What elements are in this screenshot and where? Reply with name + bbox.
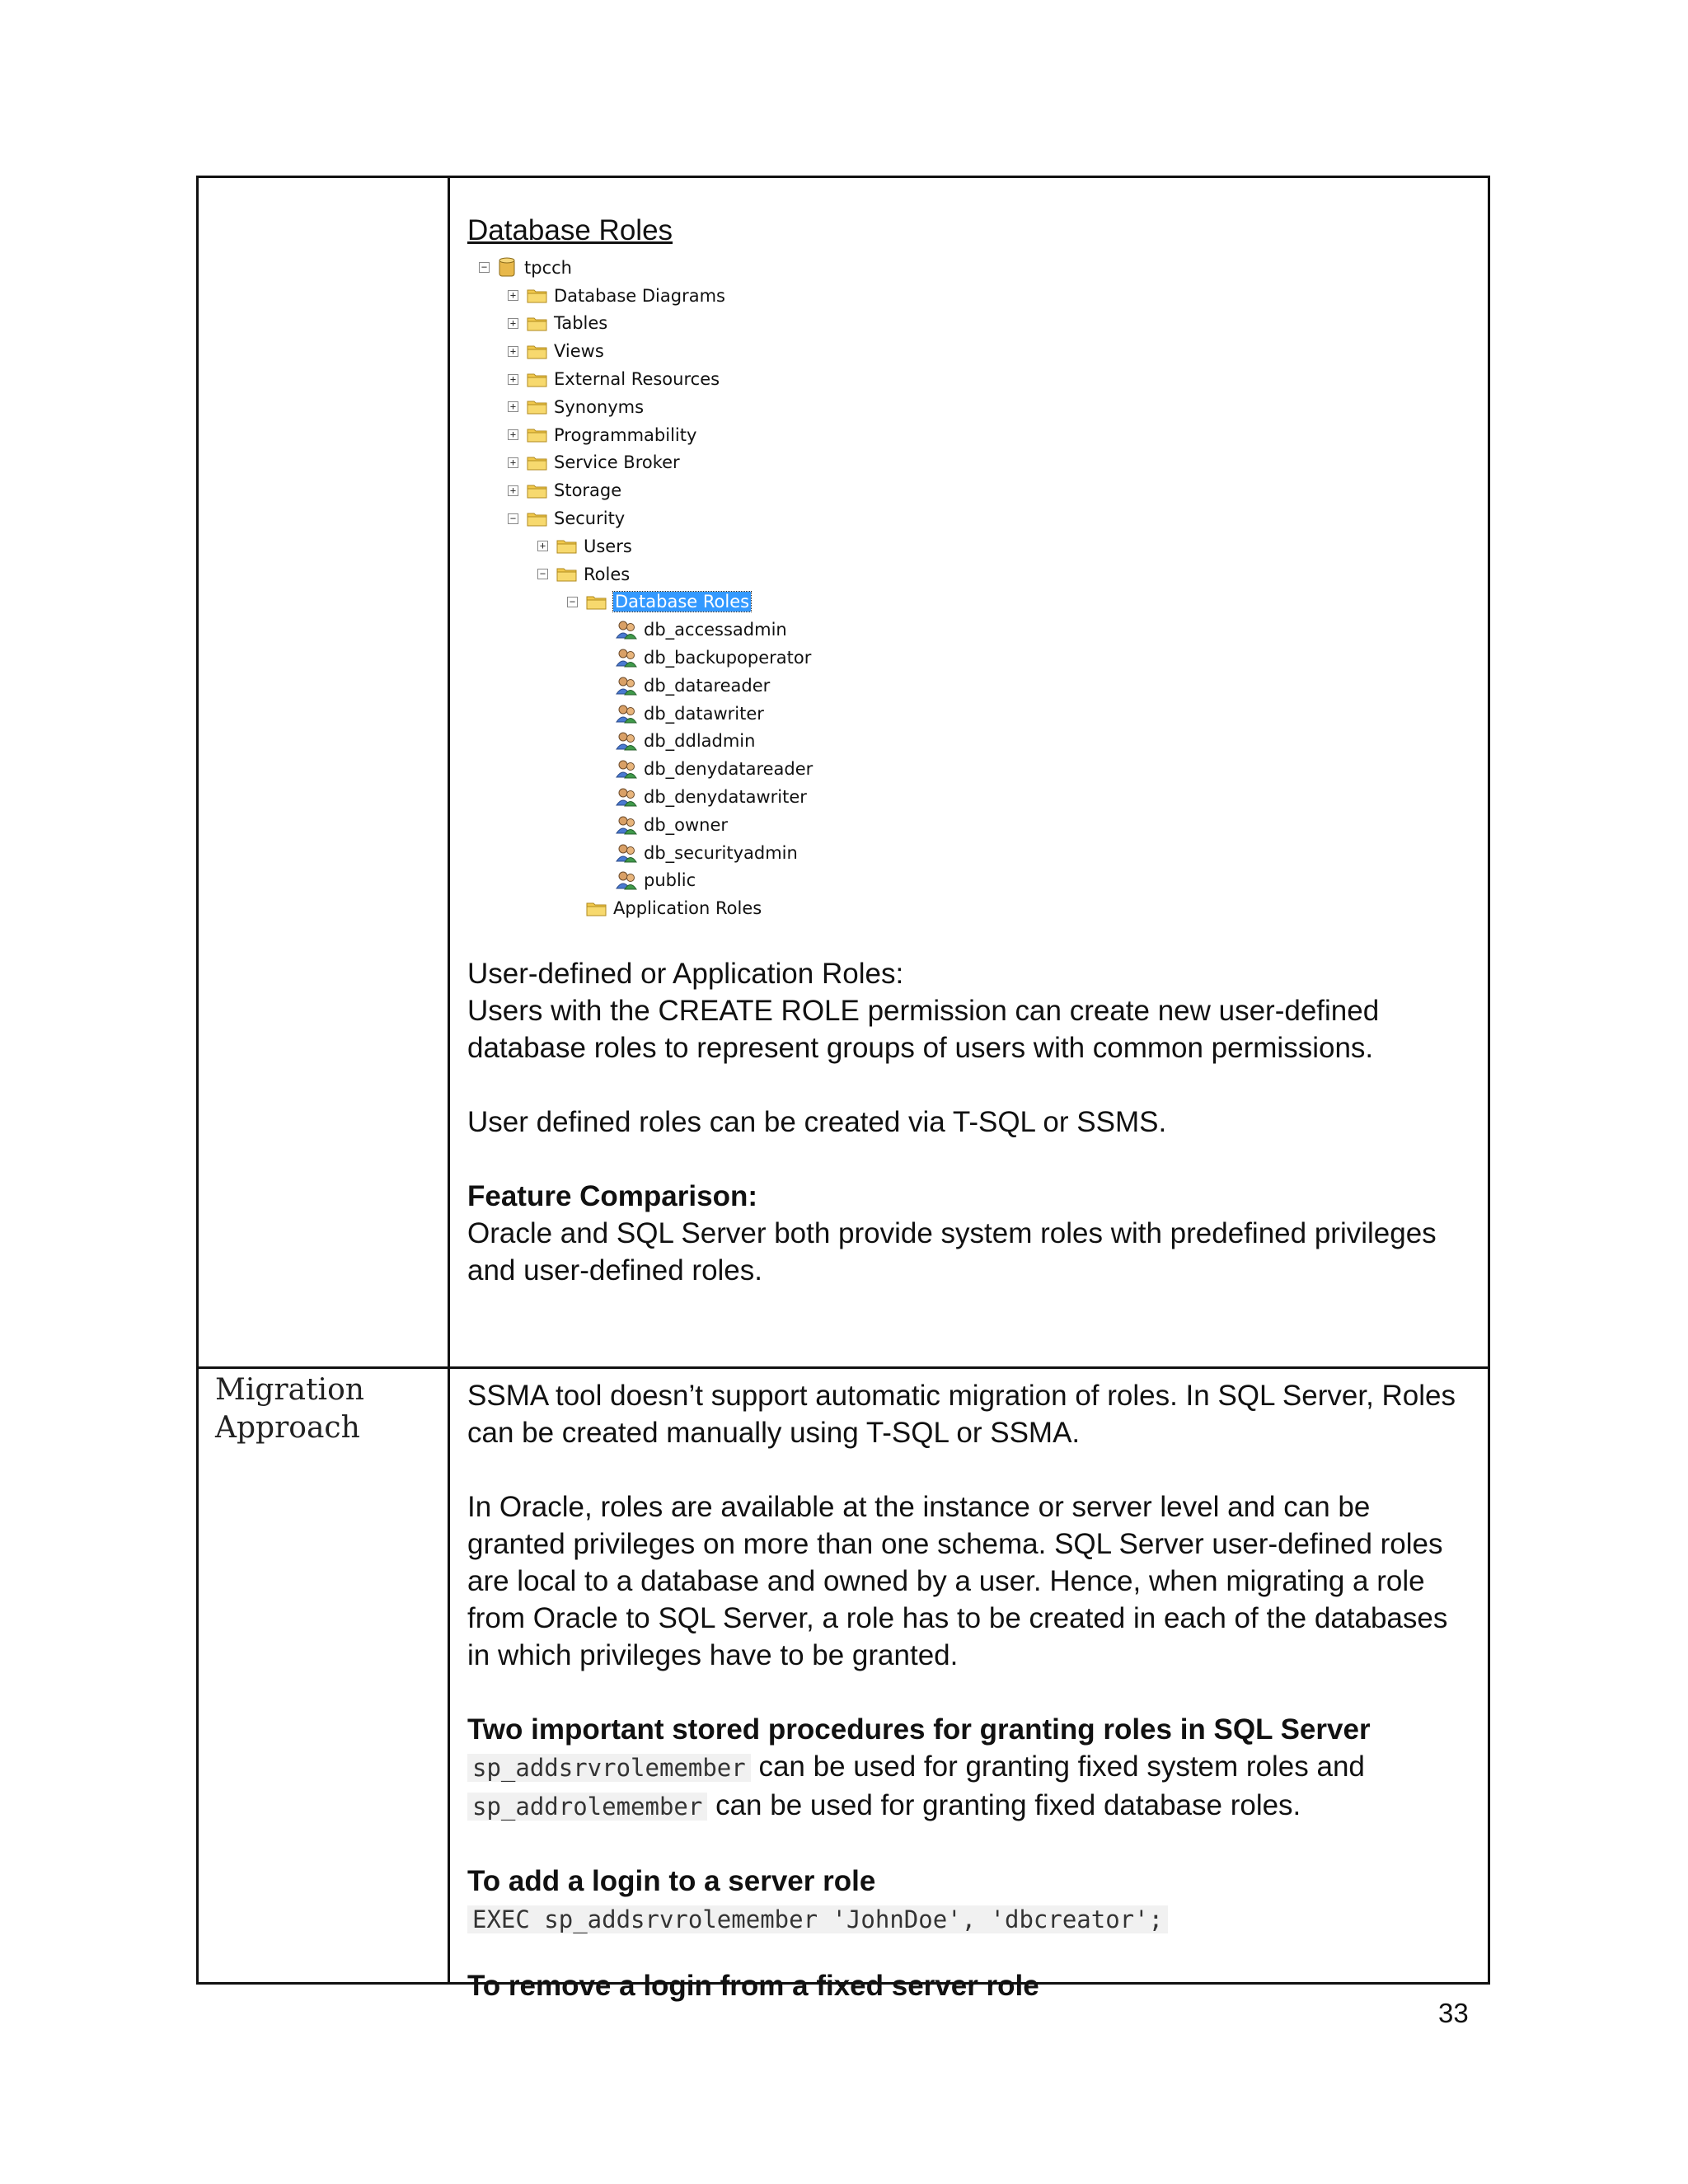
role-icon <box>616 731 637 751</box>
migration-para-1: SSMA tool doesn’t support automatic migration of roles. In SQL Server, Roles can be created manually using T-SQL or SSMA. <box>467 1380 1456 1449</box>
tree-node-roles[interactable] <box>467 560 1471 588</box>
object-explorer-tree[interactable] <box>467 254 1471 922</box>
folder-icon <box>527 511 547 527</box>
tree-node-label: db_securityadmin <box>644 842 798 863</box>
proc1-line <box>467 1748 1471 1787</box>
user-defined-tools: User defined roles can be created via T-SQL or SSMS. <box>467 1106 1167 1139</box>
tree-node-label: db_owner <box>644 814 729 835</box>
tree-node-role[interactable] <box>467 728 1471 756</box>
feature-comparison-title: Feature Comparison: <box>467 1180 757 1213</box>
user-defined-title: User-defined or Application Roles: <box>467 958 904 991</box>
folder-icon <box>527 372 547 387</box>
expand-icon[interactable]: + <box>508 290 518 301</box>
tree-node-label: db_accessadmin <box>644 620 787 640</box>
tree-node-label: External Resources <box>554 369 720 390</box>
folder-icon <box>527 316 547 331</box>
migration-para-2: In Oracle, roles are available at the instance or server level and can be granted privileges on more than one schema. SQL Server user-defined roles are local to a database and owned by a user. Hence, when migrating a role from Oracle to SQL Server, a role has to be created in each of the databases in which privileges have to be granted. <box>467 1491 1448 1671</box>
tree-node-role[interactable] <box>467 644 1471 672</box>
tree-node-label: Database Diagrams <box>554 285 725 306</box>
column-divider <box>448 178 450 1982</box>
tree-node-label-selected: Database Roles <box>615 592 750 612</box>
expand-icon[interactable]: + <box>508 374 518 385</box>
tree-node-role[interactable] <box>467 672 1471 700</box>
folder-icon <box>527 483 547 499</box>
tree-node-label: db_denydatareader <box>644 759 814 780</box>
add-login-code: EXEC sp_addsrvrolemember 'JohnDoe', 'dbcreator'; <box>467 1905 1168 1933</box>
folder-icon <box>527 455 547 471</box>
top-content-cell <box>467 213 1471 1289</box>
tree-node-storage[interactable] <box>467 476 1471 504</box>
tree-node-label: db_datareader <box>644 675 771 696</box>
add-login-code-line <box>467 1900 1471 1938</box>
folder-icon <box>556 566 577 582</box>
expand-icon[interactable]: + <box>508 429 518 440</box>
role-icon <box>616 787 637 807</box>
feature-comparison-text: Oracle and SQL Server both provide system roles with predefined privileges and user-defined roles. <box>467 1217 1437 1287</box>
expand-icon[interactable]: + <box>537 541 548 551</box>
folder-icon <box>586 594 607 610</box>
tree-node-label: db_backupoperator <box>644 648 812 668</box>
tree-node-label: Views <box>554 341 604 362</box>
proc2-line <box>467 1787 1471 1825</box>
expand-icon[interactable]: + <box>508 401 518 412</box>
role-icon <box>616 620 637 640</box>
tree-node-label: public <box>644 870 696 891</box>
collapse-icon[interactable]: − <box>567 597 578 607</box>
expand-icon[interactable]: + <box>508 318 518 329</box>
tree-node-role[interactable] <box>467 811 1471 839</box>
tree-node-label: Users <box>584 536 632 556</box>
tree-node-role[interactable] <box>467 839 1471 867</box>
folder-icon <box>586 901 607 916</box>
tree-node-label: Application Roles <box>613 898 762 919</box>
proc2-text: can be used for granting fixed database roles. <box>715 1789 1301 1821</box>
database-icon <box>498 257 516 279</box>
tree-node-label: Security <box>554 509 626 529</box>
role-icon <box>616 704 637 724</box>
tree-node-label: db_ddladmin <box>644 731 756 752</box>
folder-icon <box>556 538 577 554</box>
collapse-icon[interactable]: − <box>537 569 548 579</box>
stored-procs-title: Two important stored procedures for granting roles in SQL Server <box>467 1713 1371 1746</box>
collapse-icon[interactable]: − <box>508 513 518 524</box>
tree-node-security[interactable] <box>467 504 1471 532</box>
tree-node-database-diagrams[interactable] <box>467 282 1471 310</box>
role-icon <box>616 870 637 890</box>
tree-node-label: db_denydatawriter <box>644 787 807 808</box>
tree-node-role[interactable] <box>467 700 1471 728</box>
tree-node-label: Service Broker <box>554 452 680 473</box>
expand-icon[interactable]: + <box>508 457 518 468</box>
expand-icon[interactable]: + <box>508 485 518 496</box>
role-icon <box>616 648 637 668</box>
tree-node-synonyms[interactable] <box>467 393 1471 421</box>
role-icon <box>616 759 637 779</box>
tree-node-label: tpcch <box>524 257 572 278</box>
role-icon <box>616 843 637 863</box>
tree-node-label: db_datawriter <box>644 703 764 724</box>
tree-node-role[interactable] <box>467 867 1471 895</box>
add-login-title: To add a login to a server role <box>467 1865 876 1897</box>
proc1-code: sp_addsrvrolemember <box>467 1754 751 1782</box>
role-icon <box>616 815 637 835</box>
database-roles-heading: Database Roles <box>467 214 673 246</box>
folder-icon <box>527 427 547 443</box>
folder-icon <box>527 399 547 415</box>
tree-node-label: Storage <box>554 480 622 501</box>
document-table <box>196 176 1490 2002</box>
proc1-text: can be used for granting fixed system roles and <box>758 1750 1365 1783</box>
remove-login-title: To remove a login from a fixed server role <box>467 1970 1039 2002</box>
tree-node-application-roles[interactable] <box>467 894 1471 922</box>
collapse-icon[interactable]: − <box>479 262 490 273</box>
tree-node-label: Synonyms <box>554 396 645 417</box>
tree-node-external-resources[interactable] <box>467 365 1471 393</box>
tree-node-role[interactable] <box>467 616 1471 644</box>
tree-node-label: Roles <box>584 564 631 584</box>
role-icon <box>616 676 637 696</box>
tree-node-role[interactable] <box>467 783 1471 811</box>
folder-icon <box>527 344 547 359</box>
tree-node-programmability[interactable] <box>467 421 1471 449</box>
tree-node-role[interactable] <box>467 755 1471 783</box>
expand-icon[interactable]: + <box>508 346 518 357</box>
tree-node-views[interactable] <box>467 337 1471 365</box>
migration-approach-label: Migration Approach <box>215 1373 364 1445</box>
tree-node-tables[interactable] <box>467 310 1471 338</box>
tree-node-database-roles[interactable] <box>467 588 1471 616</box>
folder-icon <box>527 288 547 303</box>
tree-node-label: Tables <box>554 313 608 334</box>
migration-content-cell <box>467 1369 1471 2004</box>
user-defined-text: Users with the CREATE ROLE permission can create new user-defined database roles to represent groups of users with common permissions. <box>467 995 1380 1065</box>
tree-node-root[interactable] <box>467 254 1471 282</box>
proc2-code: sp_addrolemember <box>467 1793 707 1821</box>
tree-node-users[interactable] <box>467 532 1471 560</box>
tree-node-service-broker[interactable] <box>467 449 1471 477</box>
page-number: 33 <box>1438 1998 1469 2028</box>
tree-node-label: Programmability <box>554 424 697 445</box>
